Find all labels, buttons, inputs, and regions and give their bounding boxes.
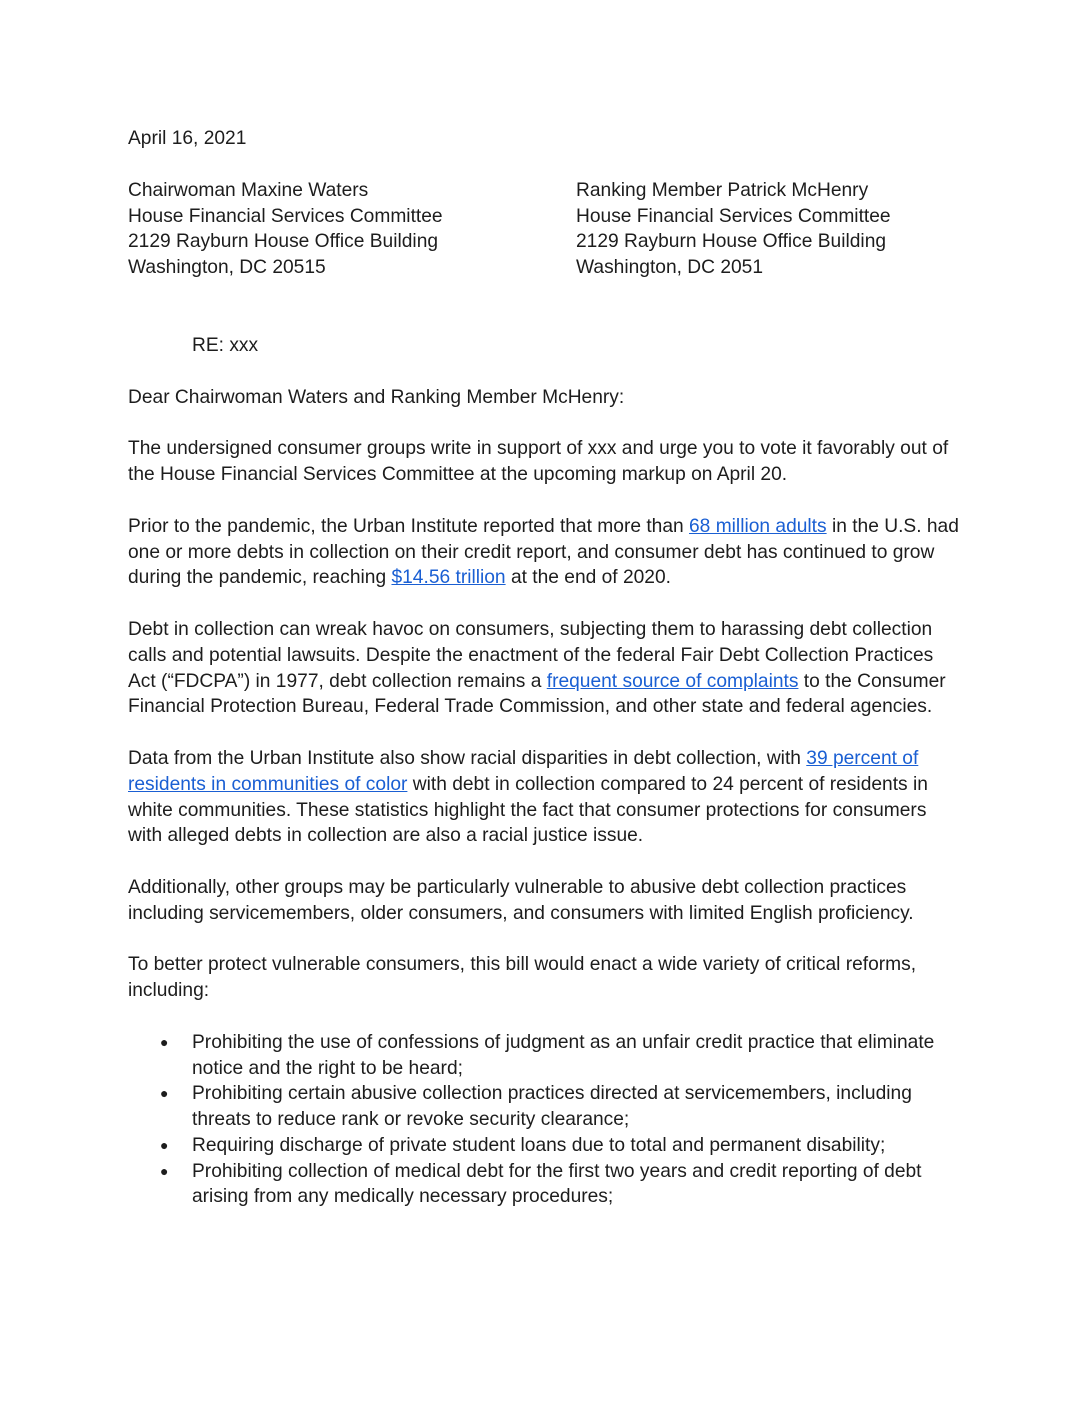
list-item [128,1159,960,1211]
recipient-left-name: Chairwoman Maxine Waters [128,179,369,201]
link-68-million-adults[interactable]: 68 million adults [689,515,827,537]
paragraph-support: The undersigned consumer groups write in support of xxx and urge you to vote it favorably out of the House Financial Services Committee at the upcoming markup on April 20. [128,438,949,486]
bullet-icon: ● [160,1085,169,1102]
list-item-text: Prohibiting certain abusive collection practices directed at servicemembers, including threats to reduce rank or revoke security clearance; [192,1083,912,1131]
paragraph-debt-havoc [128,617,960,720]
list-item-text: Requiring discharge of private student loans due to total and permanent disability; [192,1134,886,1156]
reforms-list [128,1030,960,1211]
paragraph-text: Prior to the pandemic, the Urban Institute reported that more than [128,515,690,537]
paragraph-text: in the U.S. had one or more debts in collection on their credit report, and consumer debt has continued to grow during the pandemic, reaching [128,515,959,589]
paragraph-text: at the end of 2020. [505,567,671,589]
letter-page [128,126,960,1210]
paragraph-text: Data from the Urban Institute also show racial disparities in debt collection, with [128,747,807,769]
list-item-text: Prohibiting collection of medical debt for the first two years and credit reporting of debt arising from any medically necessary procedures; [192,1160,922,1208]
re-line: RE: xxx [192,334,259,356]
recipient-addresses [128,178,960,281]
recipient-right-city: Washington, DC 2051 [576,257,764,279]
recipient-left-committee: House Financial Services Committee [128,205,443,227]
bullet-icon: ● [160,1033,169,1050]
recipient-left-city: Washington, DC 20515 [128,257,326,279]
link-frequent-source-of-complaints[interactable]: frequent source of complaints [546,670,799,692]
bullet-icon: ● [160,1162,169,1179]
paragraph-vulnerable-groups: Additionally, other groups may be particularly vulnerable to abusive debt collection practices including servicemembers, older consumers, and consumers with limited English proficiency. [128,876,914,924]
salutation: Dear Chairwoman Waters and Ranking Member McHenry: [128,386,625,408]
letter-date: April 16, 2021 [128,128,247,149]
paragraph-reforms-intro: To better protect vulnerable consumers, this bill would enact a wide variety of critical reforms, including: [128,954,917,1002]
list-item [128,1081,960,1133]
paragraph-text: to the Consumer Financial Protection Bureau, Federal Trade Commission, and other state and federal agencies. [128,670,946,718]
paragraph-racial-disparities [128,746,960,849]
recipient-right-name: Ranking Member Patrick McHenry [576,179,869,201]
paragraph-debt-statistics [128,514,960,591]
recipient-address-left [128,178,576,281]
recipient-right-committee: House Financial Services Committee [576,205,891,227]
link-14-56-trillion[interactable]: $14.56 trillion [391,567,506,589]
list-item-text: Prohibiting the use of confessions of judgment as an unfair credit practice that eliminate notice and the right to be heard; [192,1031,935,1079]
list-item [128,1133,960,1159]
bullet-icon: ● [160,1136,169,1153]
link-39-percent-communities-of-color[interactable]: 39 percent of residents in communities of color [128,747,919,795]
paragraph-text: Debt in collection can wreak havoc on consumers, subjecting them to harassing debt collection calls and potential lawsuits. Despite the enactment of the federal Fair Debt Collection Practices Act (“FDCPA”) in 1977, debt collection remains a [128,618,934,692]
recipient-left-building: 2129 Rayburn House Office Building [128,231,439,253]
recipient-right-building: 2129 Rayburn House Office Building [576,231,887,253]
paragraph-text: with debt in collection compared to 24 percent of residents in white communities. These statistics highlight the fact that consumer protections for consumers with alleged debts in collection are also a racial justice issue. [128,773,928,847]
recipient-address-right [576,178,960,281]
list-item [128,1030,960,1082]
